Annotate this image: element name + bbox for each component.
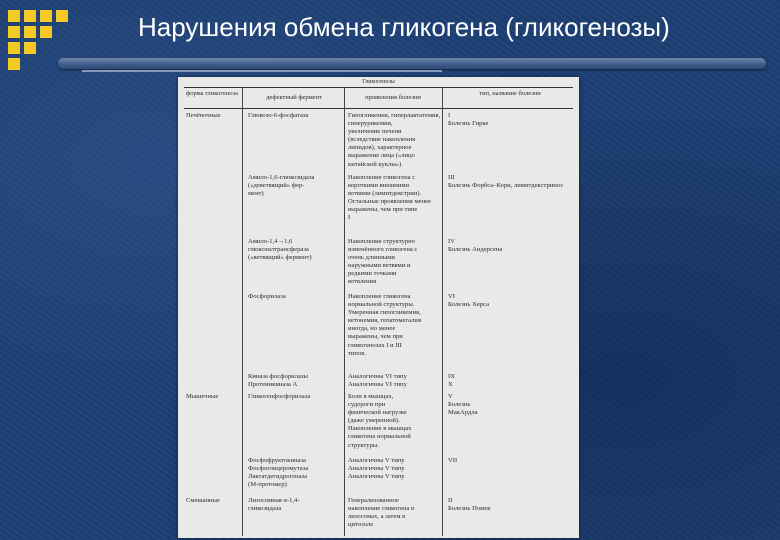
table-cell: Генерализованное накопление гликогена в лизосомах, а затем в цитозоле (348, 497, 415, 529)
table-cell: VII (448, 457, 458, 464)
title-divider-bar (58, 58, 766, 69)
table-cell: VI Болезнь Херса (448, 293, 490, 309)
table-cell: III Болезнь Форбса–Кори, лимитдекстриноз (448, 174, 563, 190)
column-divider (242, 108, 243, 536)
table-caption: Гликогенозы (362, 79, 395, 85)
table-cell: Печёночные (186, 112, 221, 119)
table-cell: II Болезнь Помпе (448, 497, 491, 513)
table-cell: Аналогичны VI типу Аналогичны VI типу (348, 373, 407, 389)
table-cell: Лизосомная α-1,4- гликозидаза (248, 497, 300, 513)
table-cell: Киназа фосфорилазы Протеинкиназа А (248, 373, 308, 389)
table-cell: Мышечные (186, 393, 219, 400)
header-divider (242, 88, 243, 108)
table-cell: Накопление гликогена с короткими внешними ветвями (лимитдекстрин). Остальные проявления менее выражены, чем при типе I (348, 174, 431, 222)
table-cell: Гликогенфосфорилаза (248, 393, 311, 400)
table-cell: Фосфофруктокиназа Фосфоглицеромутаза Лактатдегидрогеназа (М-протомер) (248, 457, 309, 489)
table-cell: V Болезнь МакАрдла (448, 393, 478, 417)
scanned-table-page (178, 77, 579, 538)
table-cell: Аналогичны V типу Аналогичны V типу Аналогичны V типу (348, 457, 405, 481)
table-cell: IV Болезнь Андерсена (448, 238, 503, 254)
slide-title: Нарушения обмена гликогена (гликогенозы) (138, 12, 670, 42)
table-cell: Смешанные (186, 497, 220, 504)
header-enzyme: дефектный фермент (266, 94, 322, 101)
table-cell: IX X (448, 373, 455, 389)
column-divider (344, 108, 345, 536)
table-cell: Глюкозо-6-фосфатаза (248, 112, 309, 119)
table-cell: Амило-1,4→1,6 глюкозилтрансфераза («ветвящий» фермент) (248, 238, 312, 262)
table-cell: Амило-1,6-глюкозидаза («деветвящий» фер- мент) (248, 174, 315, 198)
table-cell: Фосфорилаза (248, 293, 286, 300)
title-underline (82, 70, 442, 72)
header-divider (442, 88, 443, 108)
table-cell: Боли в мышцах, судороги при физической нагрузке (даже умеренной). Накопление в мышцах гликогена нормальной структуры. (348, 393, 412, 449)
column-divider (442, 108, 443, 536)
table-cell: I Болезнь Гирке (448, 112, 489, 128)
header-form: форма гликогеноза (186, 90, 238, 97)
header-divider (344, 88, 345, 108)
table-cell: Накопление гликогена нормальной структуры. Умеренная гипогликемия, кетонемия, гепатомегалия иногда, но менее выражены, чем при гликогенозах I и III типов. (348, 293, 421, 357)
table-cell: Гипогликемия, гиперлактатемия, гиперурикемия, увеличение печени (вследствие накопления липидов), характерное выражение лица («лицо китайской куклы»). (348, 112, 441, 168)
table-cell: Накопление структурно изменённого гликогена с очень длинными наружными ветвями и редкими точками ветвления (348, 238, 418, 286)
header-symptoms: проявления болезни (365, 94, 421, 101)
header-type: тип, название болезни (479, 90, 541, 97)
